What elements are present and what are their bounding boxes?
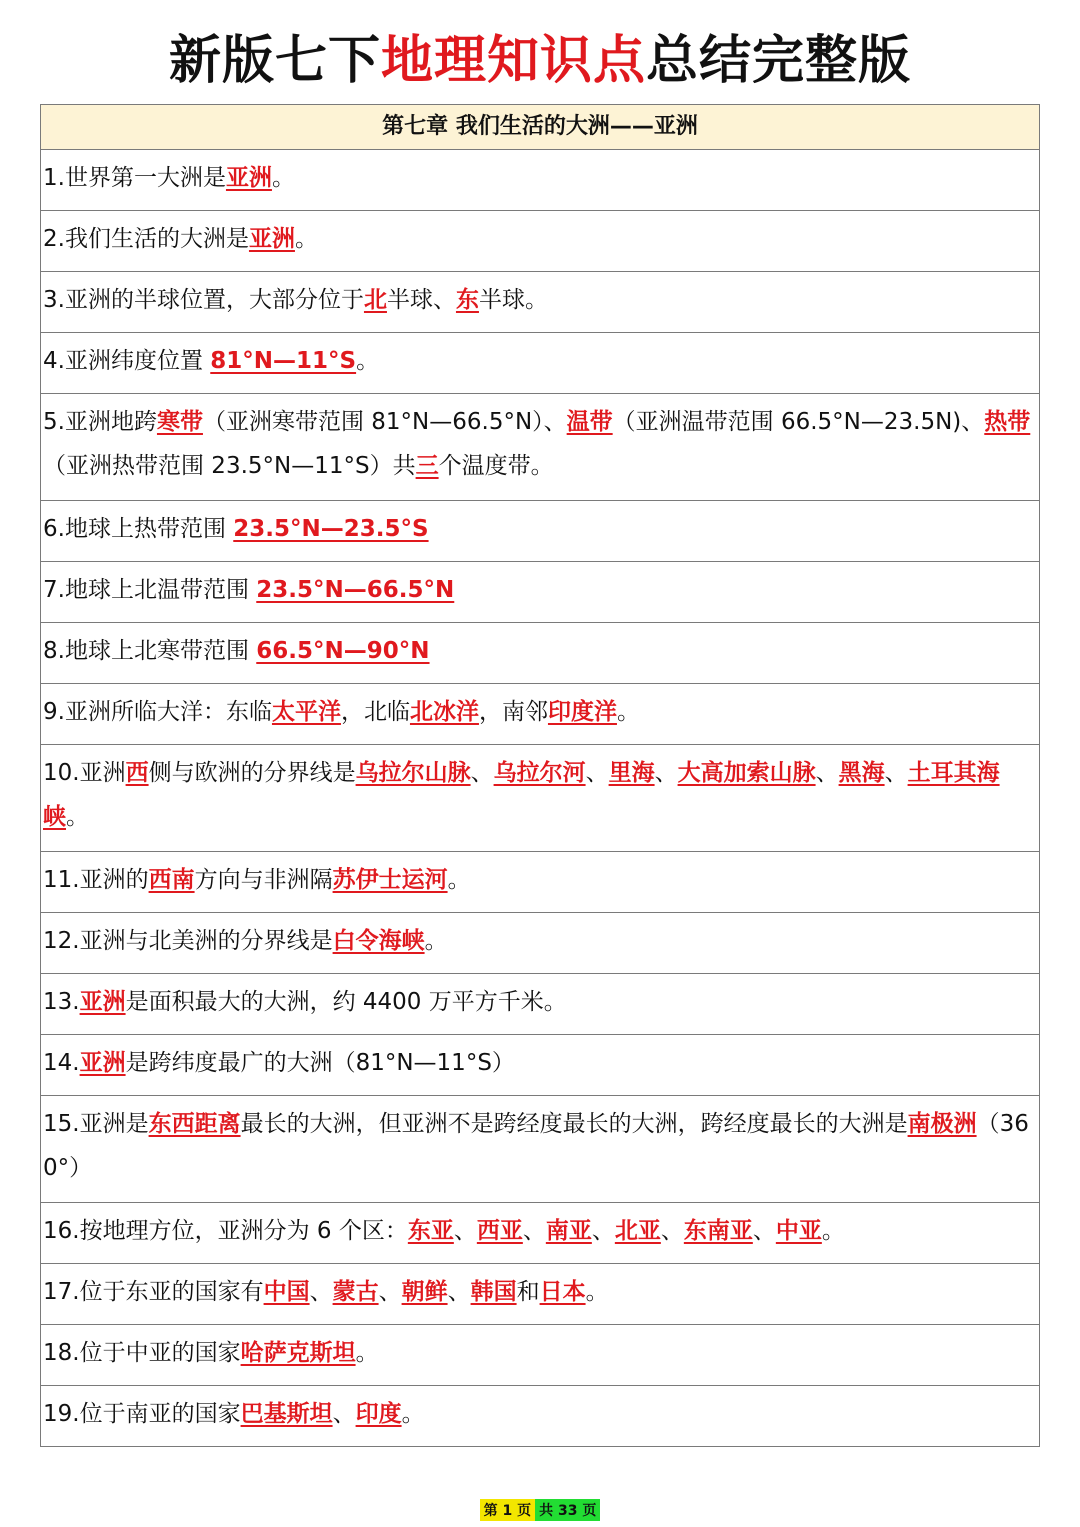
total-pages: 共 33 页: [535, 1499, 600, 1521]
key-term: 蒙古: [332, 1279, 379, 1305]
key-term: 北: [363, 287, 387, 313]
key-term: 亚洲: [79, 1050, 126, 1076]
item-text: 。: [271, 165, 295, 191]
knowledge-item: [41, 211, 1040, 272]
key-term: 南极洲: [907, 1111, 977, 1137]
item-text: （亚洲热带范围 23.5°N—11°S）共: [43, 453, 416, 479]
key-term: 东: [455, 287, 479, 313]
item-text: 、: [884, 760, 908, 786]
item-text: 1.世界第一大洲是: [43, 165, 226, 191]
item-text: 7.地球上北温带范围: [43, 577, 257, 603]
page-number: 第 1 页: [480, 1499, 536, 1521]
knowledge-item: [41, 623, 1040, 684]
key-term: 23.5°N—23.5°S: [233, 516, 429, 542]
table-row: [41, 852, 1040, 913]
item-text: （360°）: [43, 1111, 1029, 1181]
key-term: 东西距离: [148, 1111, 241, 1137]
key-term: 苏伊士运河: [332, 867, 448, 893]
item-text: 、: [654, 760, 678, 786]
item-text: 15.亚洲是: [43, 1111, 149, 1137]
key-term: 韩国: [470, 1279, 517, 1305]
knowledge-item: [41, 150, 1040, 211]
item-text: 侧与欧洲的分界线是: [148, 760, 356, 786]
knowledge-table: [40, 104, 1040, 1447]
key-term: 乌拉尔山脉: [355, 760, 471, 786]
table-row: [41, 211, 1040, 272]
knowledge-item: [41, 913, 1040, 974]
key-term: 巴基斯坦: [240, 1401, 333, 1427]
item-text: 、: [309, 1279, 333, 1305]
item-text: 半球。: [478, 287, 548, 313]
item-text: 。: [424, 928, 448, 954]
key-term: 白令海峡: [332, 928, 425, 954]
key-term: 太平洋: [271, 699, 341, 725]
key-term: 哈萨克斯坦: [240, 1340, 356, 1366]
item-text: 、: [591, 1218, 615, 1244]
knowledge-item: [41, 333, 1040, 394]
item-text: 10.亚洲: [43, 760, 126, 786]
key-term: 印度: [355, 1401, 402, 1427]
table-row: [41, 745, 1040, 852]
item-text: 和: [516, 1279, 540, 1305]
item-text: 、: [752, 1218, 776, 1244]
key-term: 日本: [539, 1279, 586, 1305]
item-text: 。: [585, 1279, 609, 1305]
item-text: 19.位于南亚的国家: [43, 1401, 241, 1427]
knowledge-item: [41, 1203, 1040, 1264]
knowledge-item: [41, 1325, 1040, 1386]
item-text: 17.位于东亚的国家有: [43, 1279, 264, 1305]
table-row: [41, 623, 1040, 684]
chapter-header-row: [41, 105, 1040, 150]
table-row: [41, 974, 1040, 1035]
item-text: 。: [355, 1340, 379, 1366]
key-term: 西亚: [476, 1218, 523, 1244]
page-footer: [0, 1499, 1080, 1521]
key-term: 热带: [984, 409, 1031, 435]
key-term: 中国: [263, 1279, 310, 1305]
item-text: ，北临: [340, 699, 410, 725]
item-text: 、: [522, 1218, 546, 1244]
item-text: 8.地球上北寒带范围: [43, 638, 257, 664]
key-term: 东亚: [407, 1218, 454, 1244]
key-term: 三: [415, 453, 439, 479]
item-text: ，南邻: [478, 699, 548, 725]
item-text: 。: [616, 699, 640, 725]
item-text: 14.: [43, 1050, 80, 1076]
item-text: 4.亚洲纬度位置: [43, 348, 211, 374]
knowledge-item: [41, 272, 1040, 333]
table-row: [41, 562, 1040, 623]
knowledge-item: [41, 562, 1040, 623]
key-term: 北亚: [614, 1218, 661, 1244]
key-term: 大高加索山脉: [677, 760, 816, 786]
table-row: [41, 1203, 1040, 1264]
table-row: [41, 1096, 1040, 1203]
item-text: （亚洲温带范围 66.5°N—23.5N)、: [612, 409, 985, 435]
key-term: 乌拉尔河: [493, 760, 586, 786]
item-text: 个温度带。: [438, 453, 554, 479]
key-term: 黑海: [838, 760, 885, 786]
item-text: 3.亚洲的半球位置，大部分位于: [43, 287, 364, 313]
knowledge-item: [41, 1386, 1040, 1447]
item-text: 、: [470, 760, 494, 786]
table-row: [41, 684, 1040, 745]
key-term: 北冰洋: [409, 699, 479, 725]
key-term: 81°N—11°S: [210, 348, 357, 374]
knowledge-item: [41, 1264, 1040, 1325]
item-text: 。: [821, 1218, 845, 1244]
key-term: 66.5°N—90°N: [256, 638, 430, 664]
item-text: 。: [294, 226, 318, 252]
key-term: 亚洲: [225, 165, 272, 191]
item-text: 、: [453, 1218, 477, 1244]
table-row: [41, 1264, 1040, 1325]
item-text: 、: [585, 760, 609, 786]
knowledge-item: [41, 852, 1040, 913]
knowledge-item: [41, 501, 1040, 562]
item-text: 。: [66, 804, 89, 830]
key-term: 朝鲜: [401, 1279, 448, 1305]
table-row: [41, 394, 1040, 501]
key-term: 亚洲: [79, 989, 126, 1015]
item-text: 、: [815, 760, 839, 786]
table-row: [41, 913, 1040, 974]
item-text: 、: [447, 1279, 471, 1305]
key-term: 土耳其海峡: [43, 760, 1000, 830]
knowledge-item: [41, 684, 1040, 745]
knowledge-item: [41, 1035, 1040, 1096]
table-row: [41, 501, 1040, 562]
item-text: 。: [401, 1401, 425, 1427]
table-row: [41, 1035, 1040, 1096]
table-row: [41, 333, 1040, 394]
title-part-1: 新版七下: [168, 31, 381, 91]
item-text: 、: [332, 1401, 356, 1427]
table-row: [41, 1386, 1040, 1447]
item-text: 方向与非洲隔: [194, 867, 333, 893]
page-title: [0, 28, 1080, 94]
key-term: 温带: [566, 409, 613, 435]
chapter-heading: 第七章 我们生活的大洲——亚洲: [41, 105, 1040, 150]
item-text: 2.我们生活的大洲是: [43, 226, 249, 252]
item-text: 半球、: [386, 287, 456, 313]
table-row: [41, 150, 1040, 211]
item-text: 11.亚洲的: [43, 867, 149, 893]
title-part-3: 总结完整版: [646, 31, 912, 91]
item-text: 18.位于中亚的国家: [43, 1340, 241, 1366]
item-text: 12.亚洲与北美洲的分界线是: [43, 928, 333, 954]
item-text: 6.地球上热带范围: [43, 516, 234, 542]
key-term: 印度洋: [547, 699, 617, 725]
title-part-2-highlight: 地理知识点: [380, 31, 646, 91]
key-term: 南亚: [545, 1218, 592, 1244]
item-text: 。: [447, 867, 471, 893]
key-term: 西: [125, 760, 149, 786]
item-text: 、: [660, 1218, 684, 1244]
knowledge-item: [41, 974, 1040, 1035]
item-text: 是跨纬度最广的大洲（81°N—11°S）: [125, 1050, 515, 1076]
item-text: 最长的大洲，但亚洲不是跨经度最长的大洲，跨经度最长的大洲是: [240, 1111, 908, 1137]
item-text: 13.: [43, 989, 80, 1015]
item-text: 9.亚洲所临大洋：东临: [43, 699, 272, 725]
item-text: 。: [356, 348, 380, 374]
table-row: [41, 272, 1040, 333]
key-term: 东南亚: [683, 1218, 753, 1244]
item-text: 是面积最大的大洲，约 4400 万平方千米。: [125, 989, 567, 1015]
knowledge-item: [41, 394, 1040, 501]
key-term: 亚洲: [248, 226, 295, 252]
key-term: 23.5°N—66.5°N: [256, 577, 455, 603]
key-term: 中亚: [775, 1218, 822, 1244]
key-term: 寒带: [156, 409, 203, 435]
item-text: 5.亚洲地跨: [43, 409, 157, 435]
item-text: 、: [378, 1279, 402, 1305]
key-term: 西南: [148, 867, 195, 893]
item-text: （亚洲寒带范围 81°N—66.5°N）、: [202, 409, 567, 435]
key-term: 里海: [608, 760, 655, 786]
knowledge-item: [41, 745, 1040, 852]
knowledge-item: [41, 1096, 1040, 1203]
item-text: 16.按地理方位，亚洲分为 6 个区：: [43, 1218, 408, 1244]
table-row: [41, 1325, 1040, 1386]
